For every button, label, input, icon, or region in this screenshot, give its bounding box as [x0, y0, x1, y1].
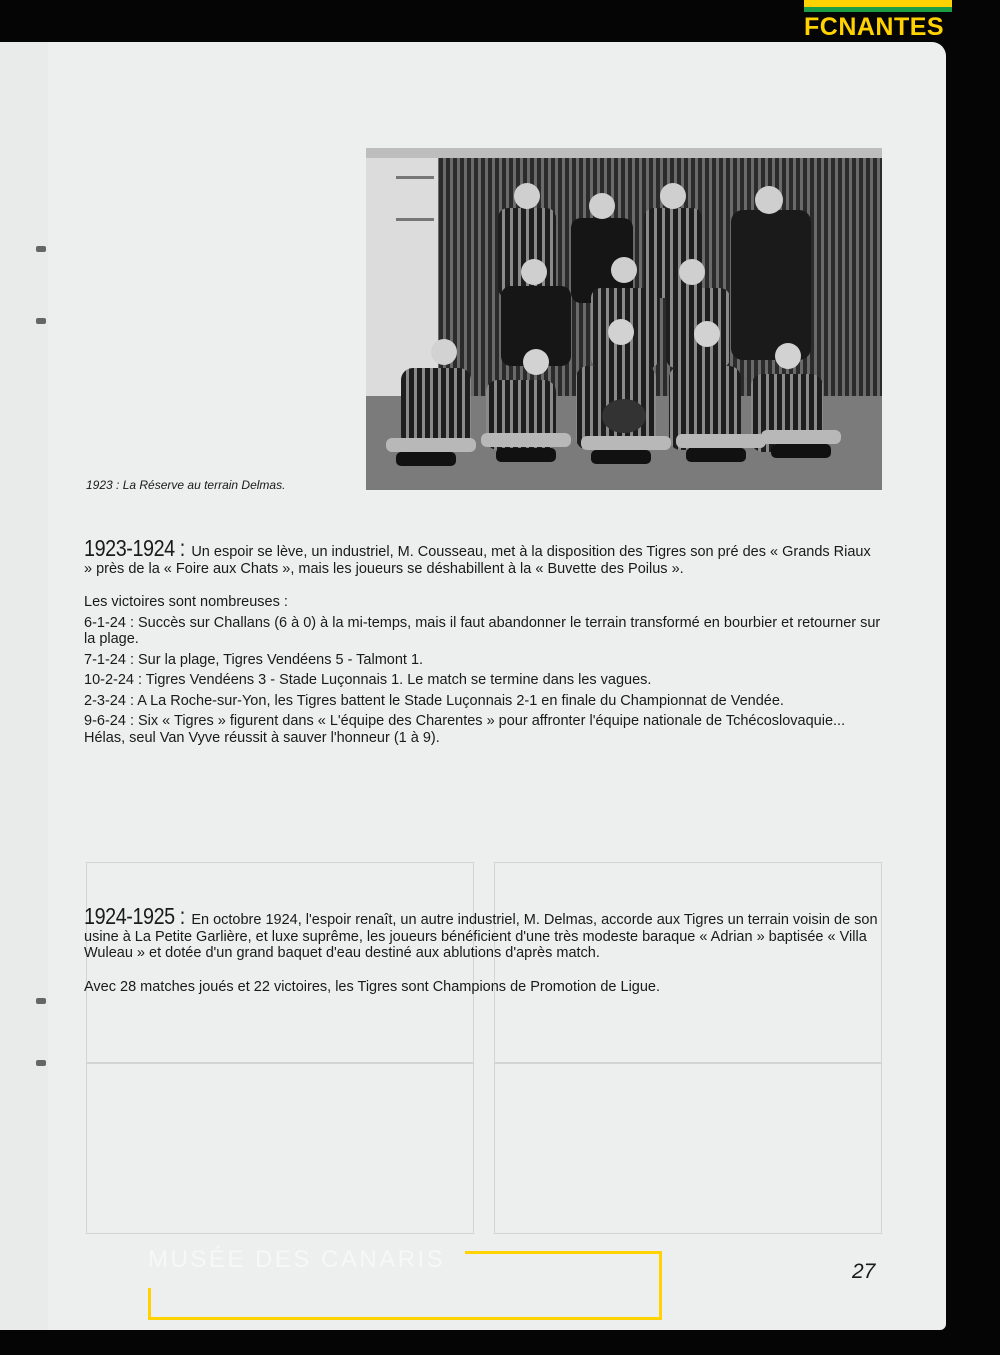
section-intro-text: Un espoir se lève, un industriel, M. Cousseau, met à la disposition des Tigres son pré des « Grands Riaux » près de la « Foire aux Chats », mais les joueurs se déshabillent à la « Buvette des Poilus ». — [84, 544, 871, 577]
match-entry: 6-1-24 : Succès sur Challans (6 à 0) à la mi-temps, mais il faut abandonner le terrain transformé en bourbier et retourner sur la plage. — [84, 614, 881, 647]
section-heading: 1923-1924 : — [84, 535, 185, 561]
photo-caption: 1923 : La Réserve au terrain Delmas. — [86, 478, 286, 492]
brand-color-bar-green — [804, 7, 952, 12]
victories-title: Les victoires sont nombreuses : — [84, 594, 288, 610]
section-1924-1925 — [84, 903, 882, 995]
staple-mark — [36, 318, 46, 324]
staple-mark — [36, 1060, 46, 1066]
section-conclusion: Avec 28 matches joués et 22 victoires, les Tigres sont Champions de Promotion de Ligue. — [84, 978, 661, 995]
left-page-edge — [0, 42, 50, 1330]
show-through-box — [494, 1062, 882, 1234]
match-entry: 7-1-24 : Sur la plage, Tigres Vendéens 5 - Talmont 1. — [84, 651, 424, 668]
brand-logo: FCNANTES — [804, 13, 945, 41]
footer-frame-line — [659, 1251, 662, 1320]
match-entry: 9-6-24 : Six « Tigres » figurent dans « L'équipe des Charentes » pour affronter l'équipe nationale de Tchécoslovaquie... Hélas, seul Van Vyve réussit à sauver l'honneur (1 à 9). — [84, 713, 846, 746]
page-number: 27 — [852, 1260, 876, 1283]
match-entry: 2-3-24 : A La Roche-sur-Yon, les Tigres battent le Stade Luçonnais 2-1 en finale du Championnat de Vendée. — [84, 692, 784, 709]
section-intro-text: En octobre 1924, l'espoir renaît, un autre industriel, M. Delmas, accorde aux Tigres un terrain voisin de son usine à La Petite Garlière, et luxe suprême, les joueurs bénéficient d'une très modeste baraque « Adrian » baptisée « Villa Wuleau » et dotée d'un grand baquet d'eau destiné aux ablutions d'après match. — [84, 912, 878, 961]
museum-label: MUSÉE DES CANARIS — [148, 1246, 446, 1273]
footer-frame-line — [465, 1251, 661, 1254]
footer-frame-line — [148, 1317, 662, 1320]
team-photo — [366, 148, 882, 490]
section-intro — [84, 903, 882, 962]
match-entry: 10-2-24 : Tigres Vendéens 3 - Stade Luçonnais 1. Le match se termine dans les vagues. — [84, 672, 652, 688]
document-page — [48, 42, 946, 1330]
staple-mark — [36, 998, 46, 1004]
section-intro — [84, 535, 882, 577]
brand-color-bar — [804, 0, 952, 7]
footer-frame-line — [148, 1288, 151, 1320]
show-through-box — [86, 1062, 474, 1234]
staple-mark — [36, 246, 46, 252]
section-heading: 1924-1925 : — [84, 903, 185, 929]
section-1923-1924 — [84, 535, 882, 750]
